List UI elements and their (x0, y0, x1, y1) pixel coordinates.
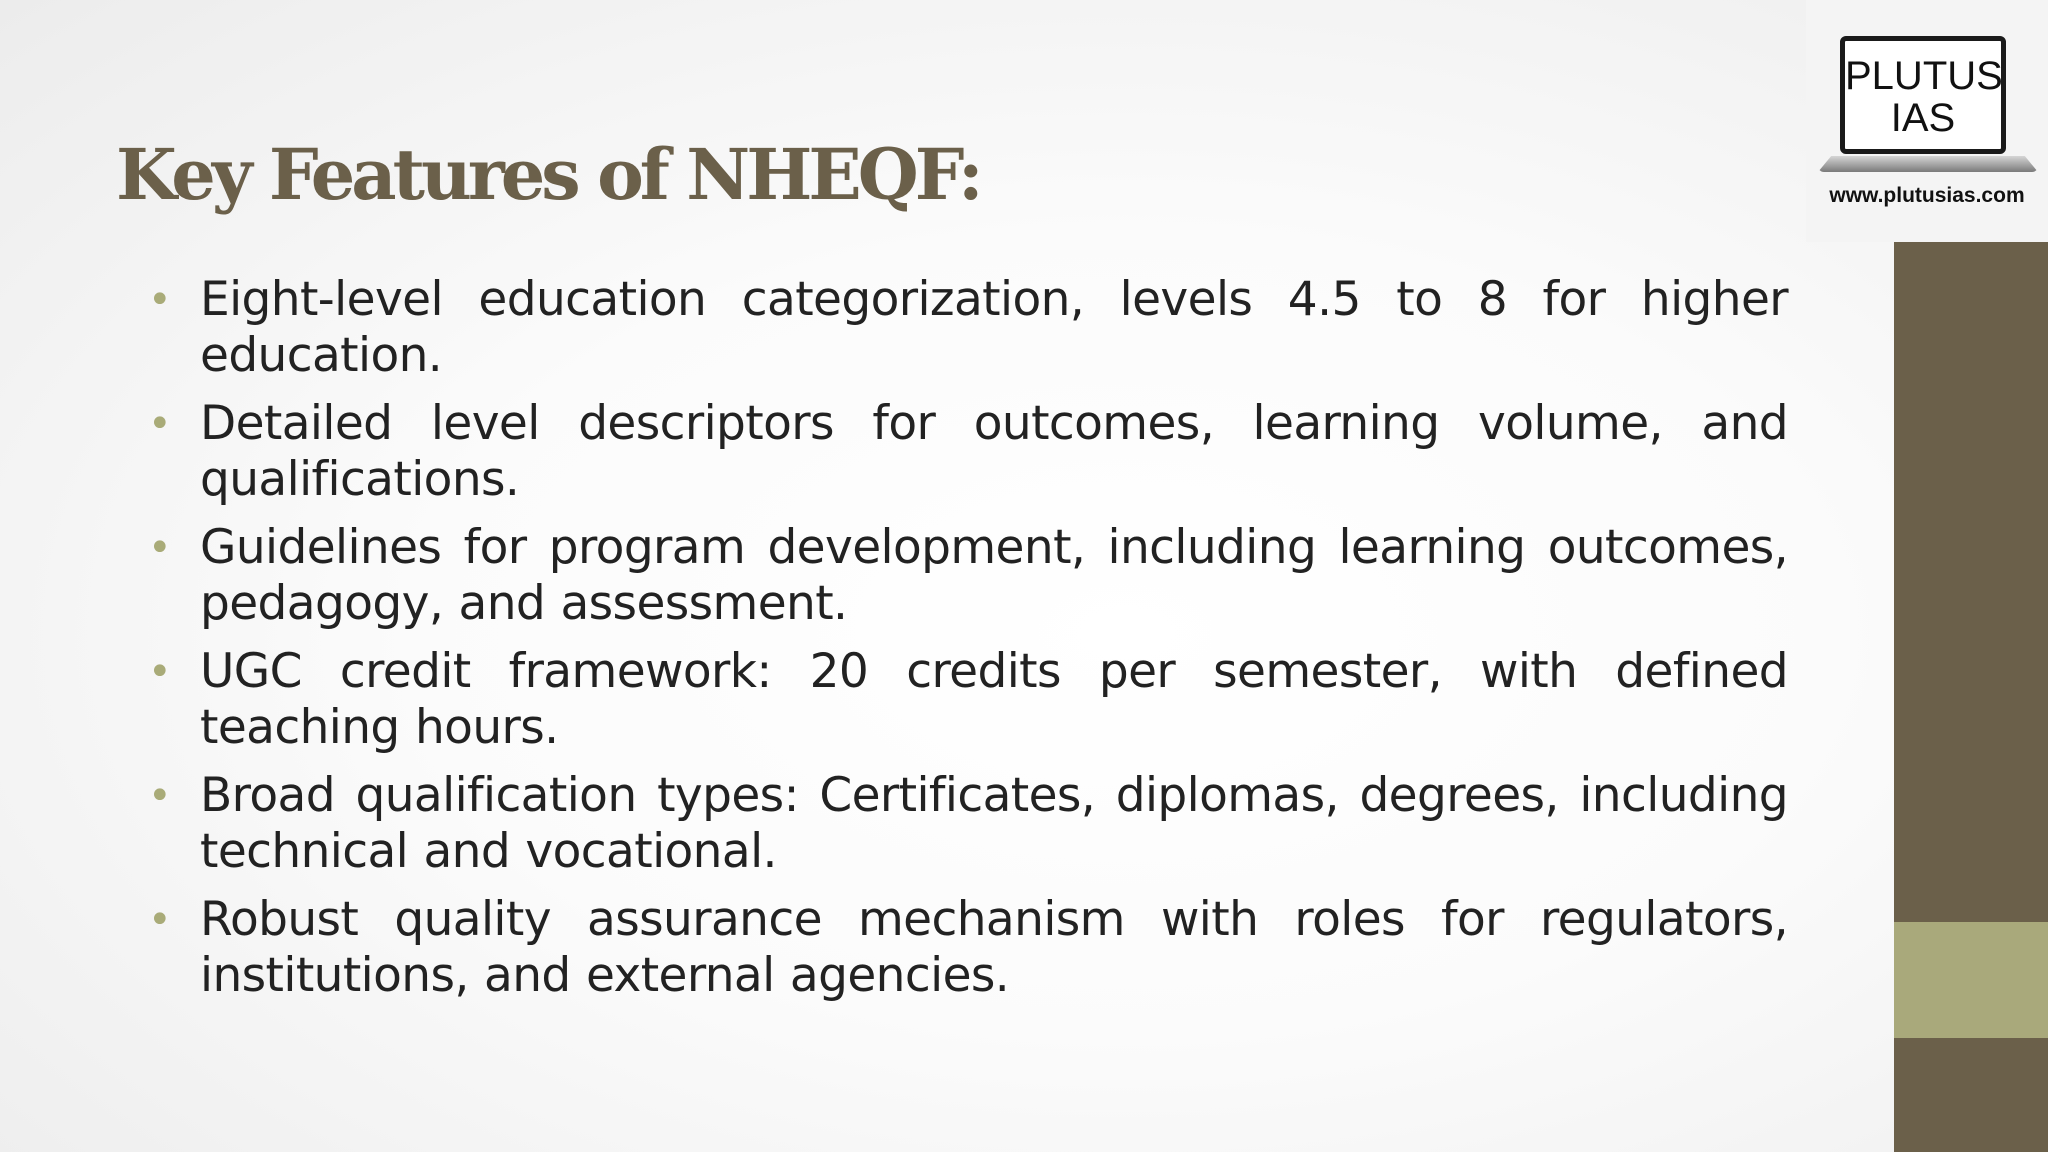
plutus-ias-logo (1806, 0, 2048, 242)
bullet-dot-icon: • (148, 897, 171, 943)
laptop-base (1818, 156, 2038, 172)
bullet-item (148, 520, 1788, 632)
logo-line-2: IAS (1890, 96, 1956, 140)
logo-url: www.plutusias.com (1829, 184, 2025, 207)
bullet-text: Eight-level education categorization, levels 4.5 to 8 for higher education. (200, 272, 1788, 383)
bullet-item (148, 768, 1788, 880)
bullet-dot-icon: • (148, 773, 171, 819)
bullet-item (148, 396, 1788, 508)
bullet-text: UGC credit framework: 20 credits per semester, with defined teaching hours. (200, 644, 1788, 755)
bullet-text: Guidelines for program development, including learning outcomes, pedagogy, and assessment. (200, 520, 1788, 631)
bullet-text: Detailed level descriptors for outcomes, learning volume, and qualifications. (200, 396, 1788, 507)
bullet-dot-icon: • (148, 401, 171, 447)
accent-bar-top (1894, 242, 2048, 922)
slide-title: Key Features of NHEQF: (116, 133, 980, 216)
bullet-item (148, 892, 1788, 1004)
bullet-dot-icon: • (148, 649, 171, 695)
bullet-item (148, 644, 1788, 756)
logo-line-1: PLUTUS (1845, 54, 2003, 98)
laptop-icon (1840, 36, 2006, 154)
bullet-item (148, 272, 1788, 384)
bullet-text: Robust quality assurance mechanism with roles for regulators, institutions, and external agencies. (200, 892, 1788, 1003)
bullet-dot-icon: • (148, 525, 171, 571)
bullet-text: Broad qualification types: Certificates, diplomas, degrees, including technical and vocational. (200, 768, 1788, 879)
accent-bar-middle (1894, 922, 2048, 1038)
bullet-list (148, 272, 1788, 1016)
accent-bar-bottom (1894, 1038, 2048, 1152)
bullet-dot-icon: • (148, 277, 171, 323)
